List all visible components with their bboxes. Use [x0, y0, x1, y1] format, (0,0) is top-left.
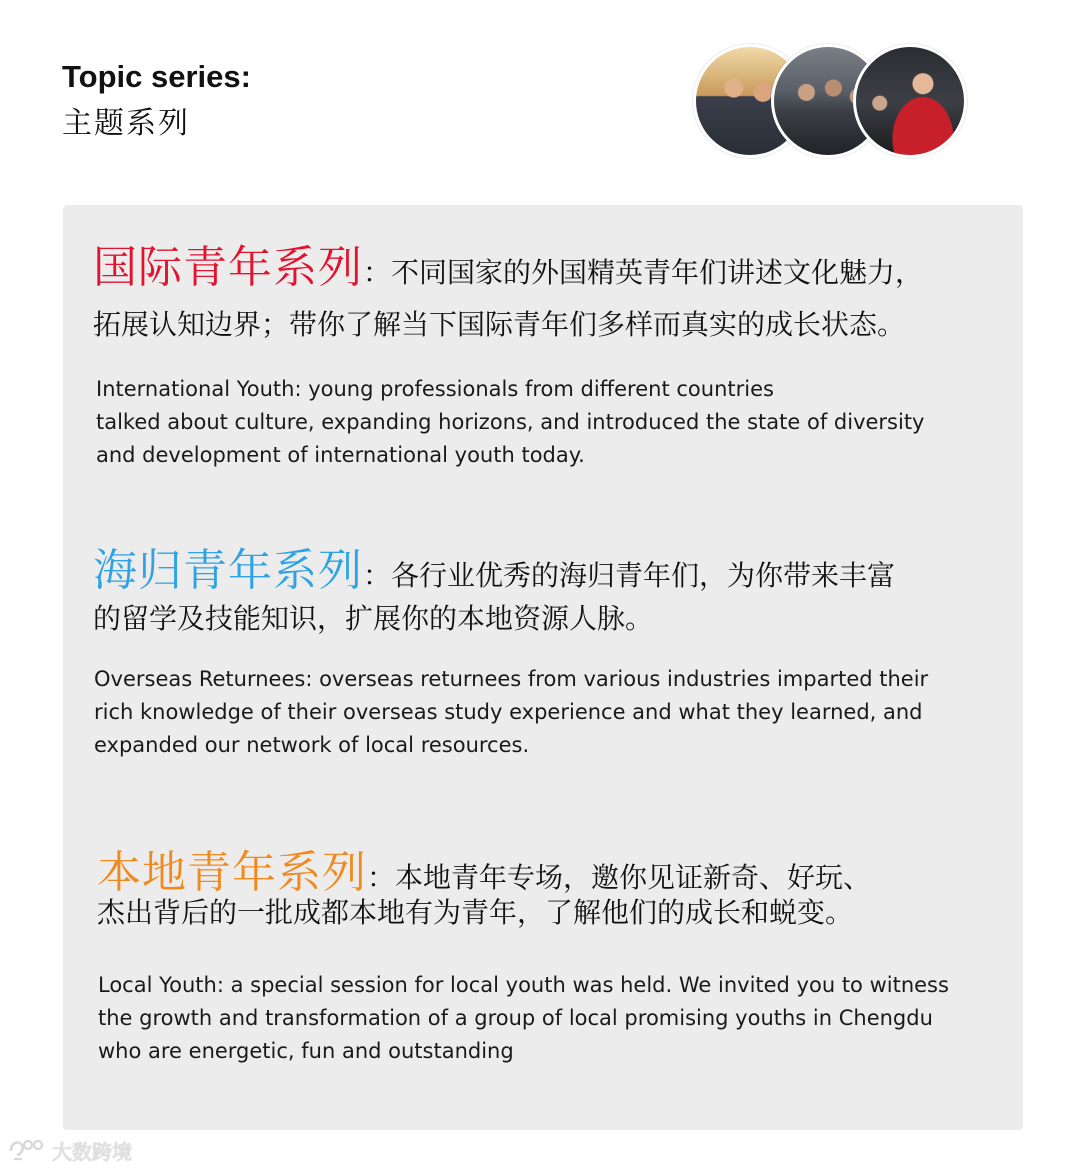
section-text-zh-line1: 各行业优秀的海归青年们，为你带来丰富 — [391, 559, 896, 592]
colon: ： — [363, 559, 392, 592]
section-text-en-line2: talked about culture, expanding horizons, and introduced the state of diversity — [96, 410, 925, 434]
section-text-zh-line1: 本地青年专场，邀你见证新奇、好玩、 — [395, 861, 872, 894]
section-title: 国际青年系列 — [93, 242, 363, 293]
section-title: 海归青年系列 — [93, 545, 363, 596]
section-text-zh-line1: 不同国家的外国精英青年们讲述文化魅力， — [391, 256, 924, 289]
section-title: 本地青年系列 — [97, 847, 367, 898]
section-text-en-line3: expanded our network of local resources. — [94, 733, 530, 757]
colon: ： — [367, 861, 396, 894]
page-subtitle: 主题系列 — [62, 106, 190, 141]
section-text-en-line1: International Youth: young professionals from different countries — [96, 377, 774, 401]
section-text-en-line3: who are energetic, fun and outstanding — [98, 1039, 514, 1063]
section-text-zh-line2: 杰出背后的一批成都本地有为青年，了解他们的成长和蜕变。 — [97, 896, 854, 929]
section-text-en-line1: Local Youth: a special session for local youth was held. We invited you to witness — [98, 973, 949, 997]
section-text-en-line2: the growth and transformation of a group of local promising youths in Chengdu — [98, 1006, 933, 1030]
watermark-logo-icon — [8, 1137, 48, 1163]
event-photo-speaker — [853, 44, 967, 158]
section-text-zh-line2: 的留学及技能知识，扩展你的本地资源人脉。 — [93, 602, 654, 635]
watermark-text: 大数跨境 — [52, 1139, 132, 1164]
section-heading — [93, 545, 896, 598]
photo-cluster — [693, 44, 961, 158]
section-text-en-line3: and development of international youth today. — [96, 443, 585, 467]
colon: ： — [363, 256, 392, 289]
section-text-zh-line2: 拓展认知边界；带你了解当下国际青年们多样而真实的成长状态。 — [93, 308, 906, 341]
section-text-en-line1: Overseas Returnees: overseas returnees from various industries imparted their — [94, 667, 929, 691]
page-title: Topic series: — [62, 59, 251, 94]
section-heading — [93, 242, 924, 295]
watermark — [8, 1135, 132, 1165]
content-panel — [63, 205, 1023, 1130]
section-text-en-line2: rich knowledge of their overseas study experience and what they learned, and — [94, 700, 923, 724]
